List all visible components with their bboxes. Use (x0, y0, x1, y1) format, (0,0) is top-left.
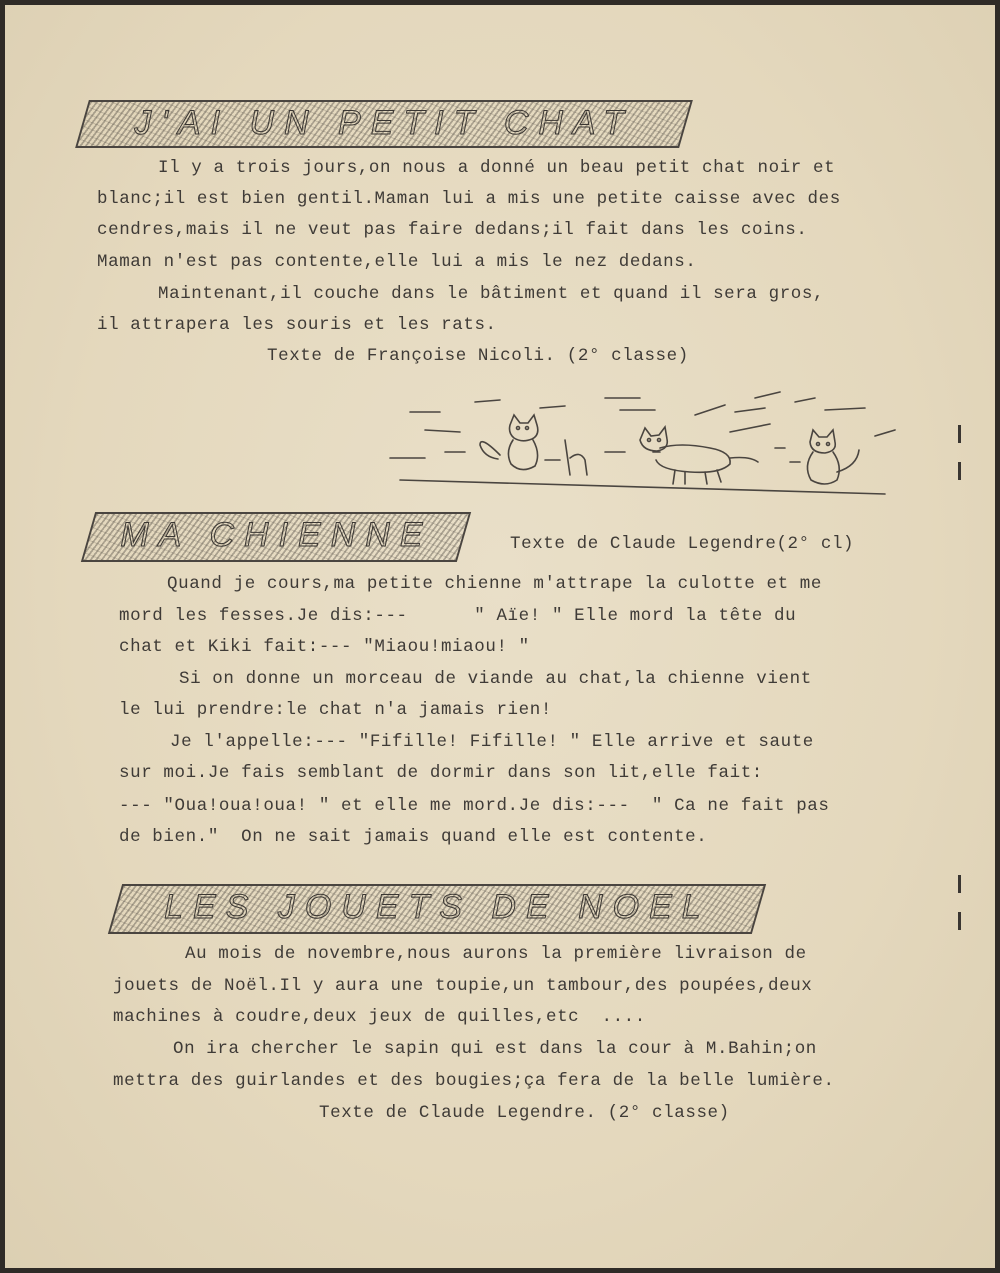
paragraph-line: Quand je cours,ma petite chienne m'attrape la culotte et me (167, 574, 823, 594)
paragraph-line: --- "Oua!oua!oua! " et elle me mord.Je dis:--- " Ca ne fait pas (119, 796, 830, 816)
paragraph-line: Il y a trois jours,on nous a donné un beau petit chat noir et (158, 158, 836, 178)
paragraph-line: machines à coudre,deux jeux de quilles,etc .... (113, 1007, 646, 1027)
paragraph-line: On ira chercher le sapin qui est dans la cour à M.Bahin;on (173, 1039, 817, 1059)
paragraph-line: Au mois de novembre,nous aurons la première livraison de (185, 944, 807, 964)
section-title-jouets-text: LES JOUETS DE NOEL (164, 888, 711, 926)
paragraph-line: cendres,mais il ne veut pas faire dedans;il fait dans les coins. (97, 220, 808, 240)
paragraph-line: il attrapera les souris et les rats. (97, 315, 497, 335)
binding-mark (958, 462, 961, 480)
paragraph-line: chat et Kiki fait:--- "Miaou!miaou! " (119, 637, 530, 657)
section-title-chienne-text: MA CHIENNE (120, 516, 433, 554)
paragraph-line: Maintenant,il couche dans le bâtiment et quand il sera gros, (158, 284, 825, 304)
paragraph-line: blanc;il est bien gentil.Maman lui a mis une petite caisse avec des (97, 189, 841, 209)
section-title-chienne (81, 512, 471, 562)
section-title-jouets (108, 884, 766, 934)
paragraph-line: sur moi.Je fais semblant de dormir dans son lit,elle fait: (119, 763, 763, 783)
paragraph-line: mord les fesses.Je dis:--- " Aïe! " Elle mord la tête du (119, 606, 797, 626)
paragraph-line: jouets de Noël.Il y aura une toupie,un tambour,des poupées,deux (113, 976, 813, 996)
author-credit: Texte de Claude Legendre. (2° classe) (319, 1103, 730, 1123)
binding-mark (958, 425, 961, 443)
paragraph-line: de bien." On ne sait jamais quand elle est contente. (119, 827, 708, 847)
paragraph-line: Maman n'est pas contente,elle lui a mis le nez dedans. (97, 252, 697, 272)
section-title-chat (75, 100, 693, 148)
binding-mark (958, 912, 961, 930)
paragraph-line: mettra des guirlandes et des bougies;ça fera de la belle lumière. (113, 1071, 835, 1091)
author-credit: Texte de Claude Legendre(2° cl) (510, 534, 855, 554)
cats-drawing (385, 380, 905, 500)
paragraph-line: Si on donne un morceau de viande au chat,la chienne vient (179, 669, 812, 689)
paragraph-line: Je l'appelle:--- "Fifille! Fifille! " Elle arrive et saute (170, 732, 814, 752)
paragraph-line: le lui prendre:le chat n'a jamais rien! (119, 700, 552, 720)
section-title-chat-text: J'AI UN PETIT CHAT (134, 104, 634, 142)
author-credit: Texte de Françoise Nicoli. (2° classe) (267, 346, 689, 366)
binding-mark (958, 875, 961, 893)
